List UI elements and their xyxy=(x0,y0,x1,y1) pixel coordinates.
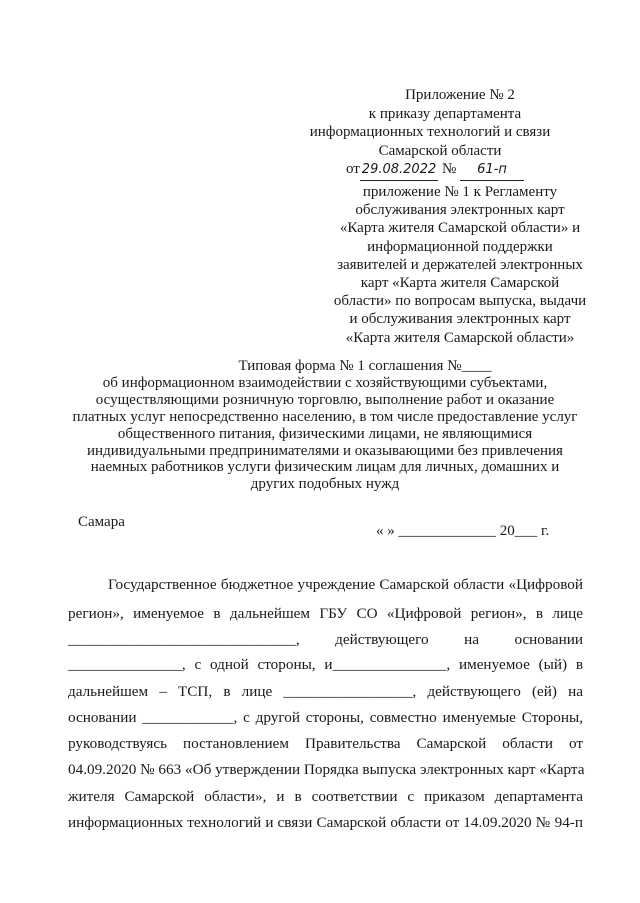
handwritten-date: 29.08.2022 xyxy=(360,161,438,181)
reglament-line: заявителей и держателей электронных xyxy=(337,256,583,273)
body-line: дальнейшем – ТСП, в лице _________________, действующего (ей) на xyxy=(68,683,583,700)
reglament-line: «Карта жителя Самарской области» и xyxy=(339,220,581,237)
body-line: 04.09.2020 № 663 «Об утверждении Порядка выпуска электронных карт «Карта xyxy=(68,761,585,778)
reglament-line: приложение № 1 к Регламенту xyxy=(362,184,558,200)
reglament-line: «Карта жителя Самарской области» xyxy=(345,329,575,346)
title-line: об информационном взаимодействии с хозяйствующими субъектами, xyxy=(102,374,548,391)
reglament-line: области» по вопросам выпуска, выдачи xyxy=(333,293,587,310)
body-line: Государственное бюджетное учреждение Самарской области «Цифровой xyxy=(108,576,583,593)
number-prefix: № xyxy=(441,161,457,177)
reglament-line: обслуживания электронных карт xyxy=(355,202,565,219)
body-line: основании ____________, с другой стороны, совместно именуемые Стороны, xyxy=(68,709,583,726)
title-line: платных услуг непосредственно населению, в том числе предоставление услуг xyxy=(72,408,578,425)
body-line: информационных технологий и связи Самарской области от 14.09.2020 № 94-п xyxy=(68,814,583,831)
body-line: ______________________________, действующего на основании xyxy=(68,631,583,648)
title-line: индивидуальными предпринимателями и оказывающими без привлечения xyxy=(87,442,563,459)
title-line: других подобных нужд xyxy=(250,476,400,493)
appendix-date-row xyxy=(300,160,560,181)
appendix-line: к приказу департамента xyxy=(368,105,522,122)
date-prefix: от xyxy=(345,161,360,177)
document-title xyxy=(70,358,580,493)
reglament-line: и обслуживания электронных карт xyxy=(349,311,571,328)
appendix-line: информационных технологий и связи xyxy=(309,124,551,140)
handwritten-number: 61-п xyxy=(460,161,524,181)
body-line: руководствуясь постановлением Правительства Самарской области от xyxy=(68,735,583,752)
city-name: Самара xyxy=(78,514,125,530)
title-line: наемных работников услуги физическим лицам для личных, домашних и xyxy=(90,459,560,476)
appendix-line: Приложение № 2 xyxy=(405,87,515,103)
appendix-line: Самарской области xyxy=(378,142,502,159)
reglament-block xyxy=(330,183,590,347)
reglament-line: карт «Карта жителя Самарской xyxy=(360,275,560,292)
title-line: осуществляющими розничную торговлю, выполнение работ и оказание xyxy=(95,391,555,408)
body-line: регион», именуемое в дальнейшем ГБУ СО «Цифровой регион», в лице xyxy=(68,605,583,622)
title-line: Типовая форма № 1 соглашения №____ xyxy=(238,358,492,374)
body-line: _______________, с одной стороны, и_______________, именуемое (ый) в xyxy=(68,656,583,673)
agreement-date-blank: « » _____________ 20___ г. xyxy=(376,523,550,539)
reglament-line: информационной поддержки xyxy=(367,238,553,255)
appendix-header xyxy=(300,86,560,181)
title-line: общественного питания, физическими лицами, не являющимися xyxy=(117,425,533,442)
body-line: жителя Самарской области», и в соответствии с приказом департамента xyxy=(68,788,583,805)
